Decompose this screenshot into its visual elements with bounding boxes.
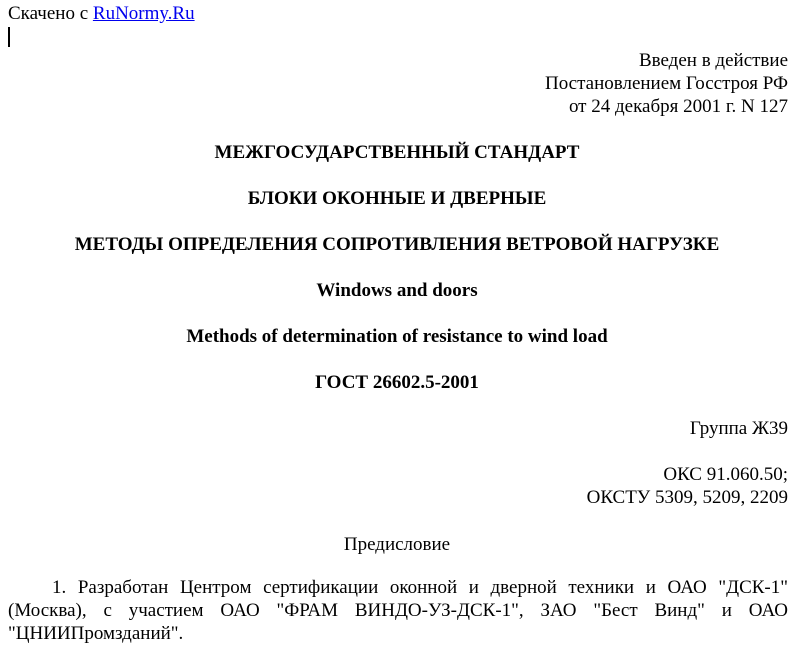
group-code: Группа Ж39 bbox=[689, 418, 788, 439]
download-source-prefix: Скачено с bbox=[8, 3, 93, 24]
okstu-code: ОКСТУ 5309, 5209, 2209 bbox=[586, 487, 788, 508]
blocks-title: БЛОКИ ОКОННЫЕ И ДВЕРНЫЕ bbox=[247, 188, 547, 209]
preface-heading: Предисловие bbox=[343, 534, 451, 555]
enactment-line-1: Введен в действие bbox=[638, 50, 788, 71]
preface-item-1: 1. Разработан Центром сертификации оконной и дверной техники и ОАО "ДСК-1" (Москва), с участием ОАО "ФРАМ ВИНДО-УЗ-ДСК-1", ЗАО "Бест Винд" и ОАО "ЦНИИПромзданий". bbox=[8, 577, 788, 644]
oks-code: ОКС 91.060.50; bbox=[663, 464, 788, 485]
download-source-line bbox=[8, 3, 195, 25]
methods-title: МЕТОДЫ ОПРЕДЕЛЕНИЯ СОПРОТИВЛЕНИЯ ВЕТРОВОЙ НАГРУЗКЕ bbox=[74, 234, 720, 255]
text-cursor bbox=[8, 27, 10, 47]
enactment-note bbox=[545, 49, 788, 118]
standard-kind-title: МЕЖГОСУДАРСТВЕННЫЙ СТАНДАРТ bbox=[214, 142, 580, 163]
runormy-link[interactable]: RuNormy.Ru bbox=[92, 3, 195, 24]
classification-codes bbox=[587, 463, 788, 509]
enactment-line-3: от 24 декабря 2001 г. N 127 bbox=[568, 96, 788, 117]
english-subtitle: Methods of determination of resistance to wind load bbox=[186, 326, 608, 347]
gost-code: ГОСТ 26602.5-2001 bbox=[315, 372, 479, 393]
enactment-line-2: Постановлением Госстроя РФ bbox=[544, 73, 788, 94]
english-title: Windows and doors bbox=[316, 280, 478, 301]
